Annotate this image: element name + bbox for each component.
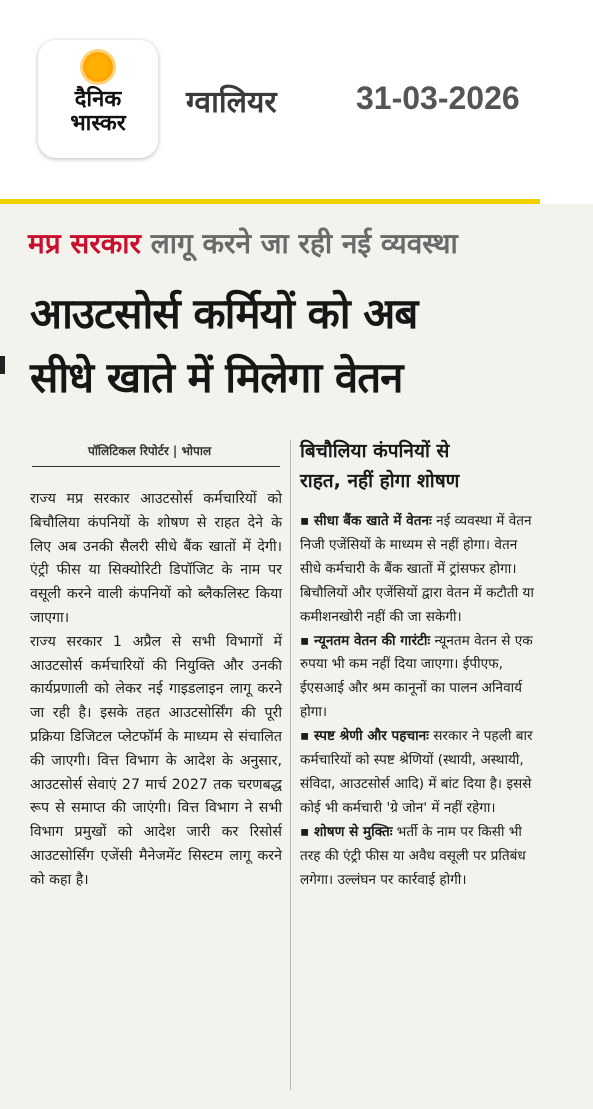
point-text: भर्ती के नाम पर किसी भी तरह की एंट्री फीस या अवैध वसूली पर प्रतिबंध लगेगा। उल्लंघन पर कार्रवाई होगी। <box>300 823 526 888</box>
sidebar-points <box>300 510 538 893</box>
headline-line-2: सीधे खाते में मिलेगा वेतन <box>30 353 403 402</box>
point-text: सरकार ने पहली बार कर्मचारियों को स्पष्ट श्रेणियों (स्थायी, अस्थायी, संविदा, आउटसोर्स आदि) में बांट दिया है। इससे कोई भी कर्मचारी 'ग्रे जोन' में नहीं रहेगा। <box>300 728 533 816</box>
point-text: नई व्यवस्था में वेतन निजी एजेंसियों के माध्यम से नहीं होगा। वेतन सीधे कर्मचारी के बैंक खातों में ट्रांसफर होगा। बिचौलियों और एजेंसियों द्वारा वेतन में कटौती या कमीशनखोरी नहीं की जा सकेगी। <box>300 513 534 625</box>
edge-mark <box>0 356 5 374</box>
point-text: न्यूनतम वेतन से एक रुपया भी कम नहीं दिया जाएगा। ईपीएफ, ईएसआई और श्रम कानूनों का पालन अनिवार्य होगा। <box>300 632 533 721</box>
article-body <box>30 488 282 893</box>
point-heading: ▪ स्पष्ट श्रेणी और पहचानः <box>300 728 429 745</box>
logo-text-line2: भास्कर <box>70 111 126 136</box>
sidebar-point <box>300 821 538 893</box>
point-heading: ▪ शोषण से मुक्तिः <box>300 823 393 840</box>
body-paragraph-2: राज्य सरकार 1 अप्रैल से सभी विभागों में आउटसोर्स कर्मचारियों की नियुक्ति और उनकी कार्यप्रणाली को लेकर नई गाइडलाइन लागू करने जा रही है। इसके तहत आउटसोर्सिंग की पूरी प्रक्रिया डिजिटल प्लेटफॉर्म के माध्यम से संचालित की जाएगी। वित्त विभाग के आदेश के अनुसार, आउटसोर्स सेवाएं 27 मार्च 2027 तक चरणबद्ध रूप से समाप्त की जाएंगी। वित्त विभाग ने सभी विभाग प्रमुखों को आदेश जारी कर रिसोर्स आउटसोर्सिंग एजेंसी मैनेजमेंट सिस्टम लागू करने को कहा है। <box>30 633 282 888</box>
sidebar-title-line-2: राहत, नहीं होगा शोषण <box>300 470 460 492</box>
edition-date: 31-03-2026 <box>356 80 520 116</box>
logo-text-line1: दैनिक <box>74 87 122 112</box>
byline-divider <box>32 466 280 467</box>
point-heading: ▪ सीधा बैंक खाते में वेतनः <box>300 513 432 529</box>
sun-icon <box>83 52 113 82</box>
headline-line-1: आउटसोर्स कर्मियों को अब <box>30 289 418 338</box>
kicker-highlight: मप्र सरकार <box>28 227 142 260</box>
kicker-text: लागू करने जा रही नई व्यवस्था <box>141 227 458 260</box>
article-kicker <box>28 226 548 262</box>
sidebar-point <box>300 630 538 726</box>
sidebar-title <box>300 436 560 496</box>
article-byline: पॉलिटिकल रिपोर्टर | भोपाल <box>88 444 212 458</box>
article-headline <box>30 282 570 410</box>
body-paragraph-1: राज्य मप्र सरकार आउटसोर्स कर्मचारियों को बिचौलिया कंपनियों के शोषण से राहत देने के लिए अब उनकी सैलरी सीधे बैंक खातों में देगी। एंट्री फीस या सिक्योरिटी डिपॉजिट के नाम पर वसूली करने वाली कंपनियों को ब्लैकलिस्ट किया जाएगा। <box>30 491 282 626</box>
sidebar-point <box>300 510 538 630</box>
dainik-bhaskar-logo <box>38 40 158 158</box>
edition-city: ग्वालियर <box>186 85 277 120</box>
sidebar-point <box>300 725 538 821</box>
point-heading: ▪ न्यूनतम वेतन की गारंटीः <box>300 632 431 649</box>
column-divider <box>290 440 291 1090</box>
newspaper-header <box>0 0 593 190</box>
sidebar-title-line-1: बिचौलिया कंपनियों से <box>300 440 450 462</box>
